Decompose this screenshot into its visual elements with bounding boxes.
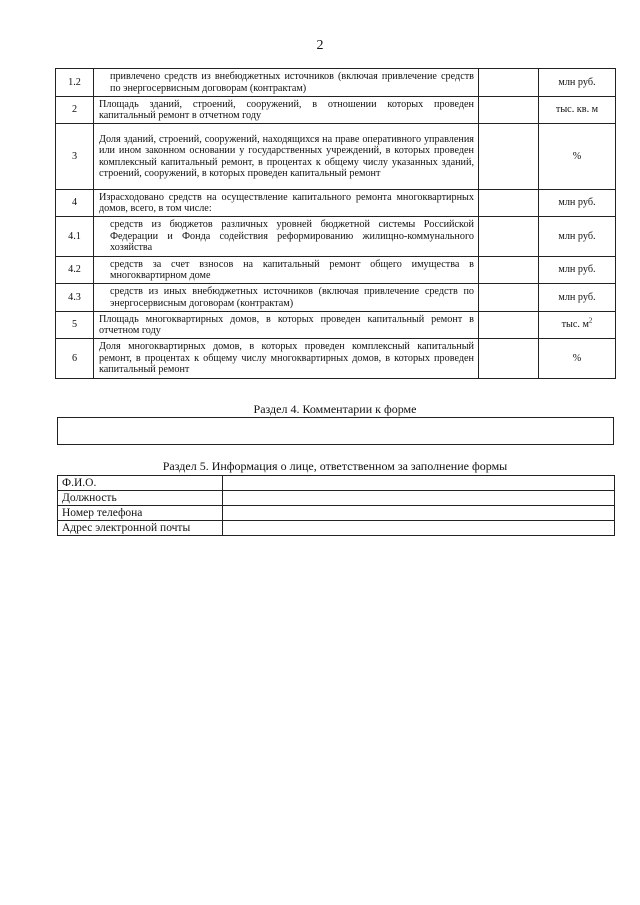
field-label-email: Адрес электронной почты [58,521,223,536]
unit-cell: млн руб. [539,190,616,217]
table-row [56,97,616,124]
table-row [58,491,615,506]
value-cell[interactable] [479,69,539,97]
value-cell[interactable] [479,124,539,190]
unit-cell: млн руб. [539,69,616,97]
table-row [58,521,615,536]
table-row [56,124,616,190]
value-cell[interactable] [479,97,539,124]
row-number: 4.1 [56,217,94,257]
value-cell[interactable] [479,217,539,257]
table-row [56,312,616,339]
row-number: 3 [56,124,94,190]
field-label-fio: Ф.И.О. [58,476,223,491]
responsible-person-table [57,475,615,536]
table-row [56,190,616,217]
indicators-table [55,68,616,379]
field-label-position: Должность [58,491,223,506]
field-label-phone: Номер телефона [58,506,223,521]
unit-cell: % [539,124,616,190]
value-cell[interactable] [479,312,539,339]
row-number: 5 [56,312,94,339]
value-cell[interactable] [479,284,539,312]
section4-title: Раздел 4. Комментарии к форме [253,402,417,416]
table-row [56,69,616,97]
table-row [58,506,615,521]
unit-superscript: 2 [588,316,593,325]
table-row [56,339,616,379]
field-value-fio[interactable] [223,476,615,491]
field-value-email[interactable] [223,521,615,536]
row-number: 6 [56,339,94,379]
row-number: 1.2 [56,69,94,97]
row-description: средств за счет взносов на капитальный ремонт общего имущества в многоквартирном доме [94,257,479,284]
row-description: привлечено средств из внебюджетных источников (включая привлечение средств по энергосервисным договорам (контрактам) [94,69,479,97]
row-description: Площадь многоквартирных домов, в которых проведен капитальный ремонт в отчетном году [94,312,479,339]
row-number: 4.2 [56,257,94,284]
comments-box[interactable] [57,417,614,445]
field-value-position[interactable] [223,491,615,506]
unit-cell: тыс. кв. м [539,97,616,124]
row-number: 2 [56,97,94,124]
table-row [56,217,616,257]
row-description: Доля зданий, строений, сооружений, находящихся на праве оперативного управления или ином законном основании у государственных учреждений, в которых проведен комплексный капитальный ремонт, в процентах к общему числу указанных зданий, строений, сооружений, в которых проведен капитальный ремонт [94,124,479,190]
table-row [56,284,616,312]
field-value-phone[interactable] [223,506,615,521]
value-cell[interactable] [479,339,539,379]
row-description: Площадь зданий, строений, сооружений, в отношении которых проведен капитальный ремонт в отчетном году [94,97,479,124]
unit-text: тыс. м [561,319,589,331]
row-number: 4.3 [56,284,94,312]
row-description: Доля многоквартирных домов, в которых проведен комплексный капитальный ремонт, в процентах к общему числу многоквартирных домов, в которых проведен капитальный ремонт [94,339,479,379]
table-row [56,257,616,284]
row-description: Израсходовано средств на осуществление капитального ремонта многоквартирных домов, всего, в том числе: [94,190,479,217]
value-cell[interactable] [479,257,539,284]
table-row [58,476,615,491]
row-description: средств из иных внебюджетных источников (включая привлечение средств по энергосервисным договорам (контрактам) [94,284,479,312]
row-number: 4 [56,190,94,217]
page-number: 2 [316,38,324,53]
value-cell[interactable] [479,190,539,217]
unit-cell: млн руб. [539,257,616,284]
row-description: средств из бюджетов различных уровней бюджетной системы Российской Федерации и Фонда содействия реформированию жилищно-коммунального хозяйства [94,217,479,257]
unit-cell [539,312,616,339]
section5-title: Раздел 5. Информация о лице, ответственном за заполнение формы [162,459,508,473]
unit-cell: % [539,339,616,379]
unit-cell: млн руб. [539,217,616,257]
unit-cell: млн руб. [539,284,616,312]
